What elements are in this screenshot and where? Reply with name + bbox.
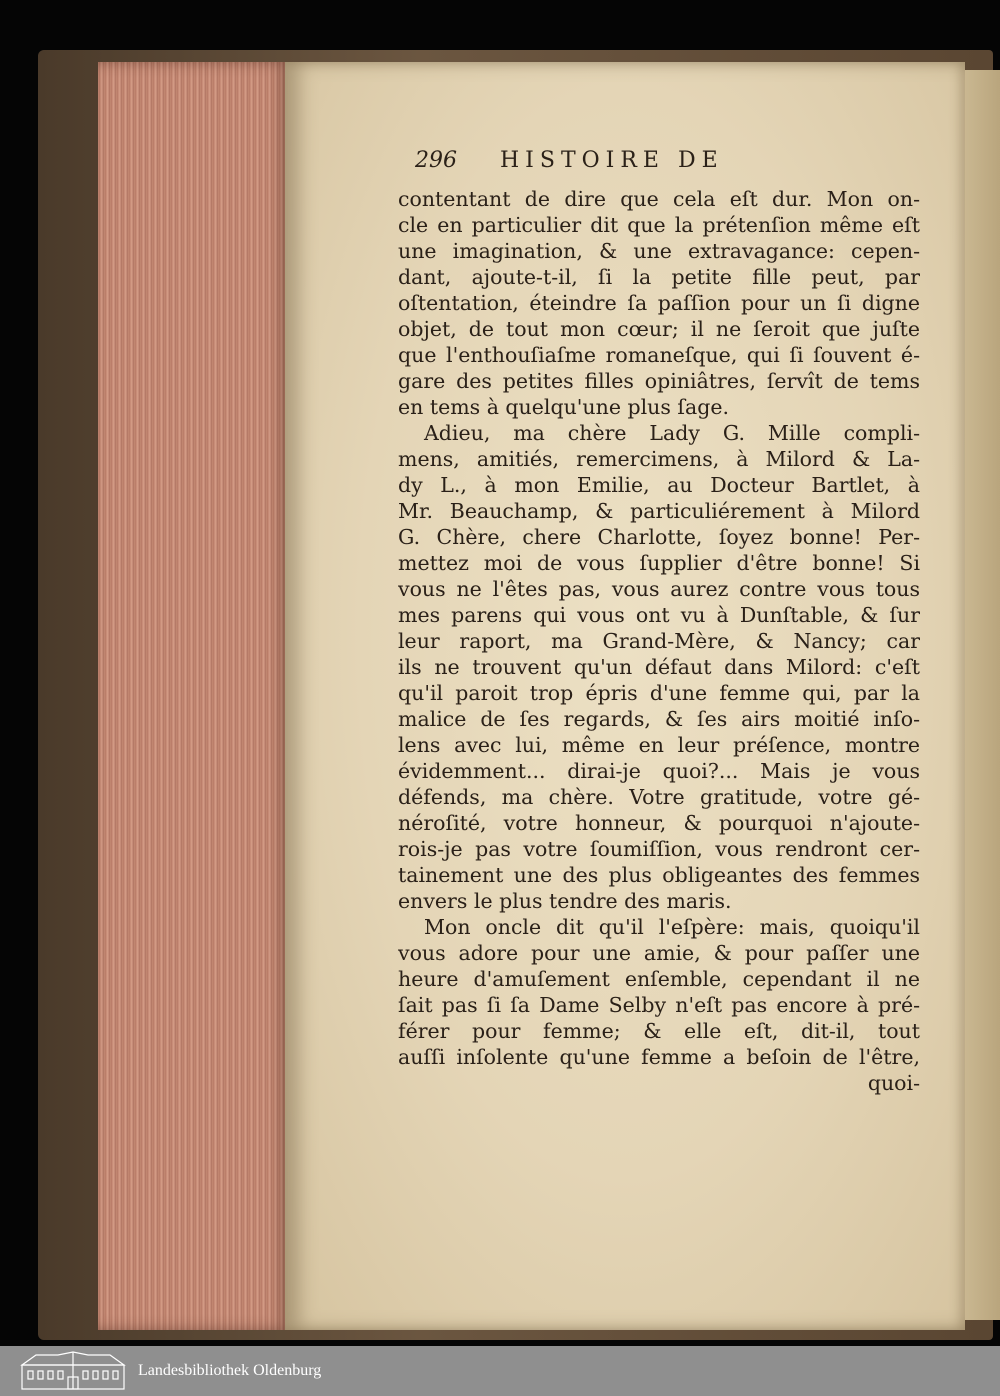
text-line: oſtentation, éteindre ſa paſſion pour un ſi digne xyxy=(398,291,920,315)
text-line: G. Chère, chere Charlotte, ſoyez bonne! Per- xyxy=(398,525,920,549)
running-header xyxy=(415,148,935,180)
text-line: Adieu, ma chère Lady G. Mille compli- xyxy=(424,421,920,445)
text-line: lens avec lui, même en leur préſence, montre xyxy=(398,733,920,757)
text-line: vous adore pour une amie, & pour paſſer une xyxy=(398,941,920,965)
text-line: malice de ſes regards, & ſes airs moitié inſo- xyxy=(398,707,920,731)
text-line: férer pour femme; & elle eſt, dit-il, tout xyxy=(398,1019,920,1043)
text-line: Mr. Beauchamp, & particuliérement à Milord xyxy=(398,499,920,523)
text-line: envers le plus tendre des maris. xyxy=(398,889,732,913)
text-line: heure d'amuſement enſemble, cependant il ne xyxy=(398,967,920,991)
text-line: quoi- xyxy=(867,1071,920,1095)
text-line: mettez moi de vous ſupplier d'être bonne! Si xyxy=(398,551,920,575)
text-line: mens, amitiés, remercimens, à Milord & La- xyxy=(398,447,920,471)
running-title: HISTOIRE DE xyxy=(500,148,724,173)
page-edges xyxy=(98,62,290,1330)
text-line: gare des petites filles opiniâtres, ſervît de tems xyxy=(398,369,920,393)
text-line: ils ne trouvent qu'un défaut dans Milord: c'eſt xyxy=(398,655,920,679)
text-line: tainement une des plus obligeantes des femmes xyxy=(398,863,920,887)
text-line: mes parens qui vous ont vu à Dunſtable, & ſur xyxy=(398,603,920,627)
text-line: évidemment... dirai-je quoi?... Mais je vous xyxy=(398,759,920,783)
text-line: en tems à quelqu'une plus ſage. xyxy=(398,395,729,419)
text-line: ſait pas ſi ſa Dame Selby n'eſt pas encore à pré- xyxy=(398,993,920,1017)
page-text xyxy=(398,186,920,1096)
text-line: auſſi inſolente qu'une femme a beſoin de l'être, xyxy=(398,1045,920,1069)
library-name: Landesbibliothek Oldenburg xyxy=(138,1362,322,1379)
text-line: dy L., à mon Emilie, au Docteur Bartlet, à xyxy=(398,473,920,497)
text-line: contentant de dire que cela eſt dur. Mon on- xyxy=(398,187,920,211)
text-line: Mon oncle dit qu'il l'eſpère: mais, quoiqu'il xyxy=(424,915,920,939)
library-building-icon xyxy=(18,1351,128,1391)
text-line: une imagination, & une extravagance: cepen- xyxy=(398,239,920,263)
text-line: rois-je pas votre ſoumiſſion, vous rendront cer- xyxy=(398,837,920,861)
text-line: dant, ajoute-t-il, ſi la petite fille peut, par xyxy=(398,265,920,289)
text-line: que l'enthouſiaſme romaneſque, qui ſi ſouvent é- xyxy=(398,343,920,367)
text-line: vous ne l'êtes pas, vous aurez contre vous tous xyxy=(398,577,920,601)
text-line: objet, de tout mon cœur; il ne ſeroit que juſte xyxy=(398,317,920,341)
text-line: néroſité, votre honneur, & pourquoi n'ajoute- xyxy=(398,811,920,835)
footer-bar xyxy=(0,1346,1000,1396)
text-line: qu'il paroit trop épris d'une femme qui, par la xyxy=(398,681,920,705)
text-line: défends, ma chère. Votre gratitude, votre gé- xyxy=(398,785,920,809)
page-number: 296 xyxy=(415,148,457,173)
text-line: cle en particulier dit que la prétenſion même eſt xyxy=(398,213,920,237)
text-line: leur raport, ma Grand-Mère, & Nancy; car xyxy=(398,629,920,653)
